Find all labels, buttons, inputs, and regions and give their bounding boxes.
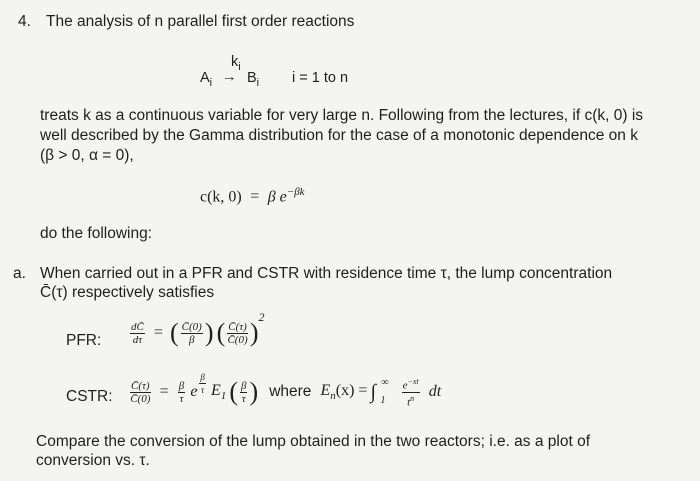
intro-line-3: (β > 0, α = 0),: [40, 147, 134, 164]
cstr-coefficient: $\frac{\beta}{\tau}$: [178, 379, 185, 405]
part-a-line-1: When carried out in a PFR and CSTR with residence time τ, the lump concentration: [40, 265, 613, 282]
pfr-factor-2: $\frac{C̄(\tau)}{C̄(0)}$: [227, 320, 248, 346]
reactant: $A_i$: [200, 70, 213, 89]
compare-line-2: conversion vs. τ.: [36, 452, 150, 469]
reaction-scheme: [200, 54, 400, 94]
cstr-label: CSTR:: [66, 388, 113, 405]
arrow-icon: →: [222, 69, 237, 85]
problem-title: The analysis of n parallel first order reactions: [46, 13, 355, 30]
part-a-letter: a.: [13, 265, 26, 282]
pfr-power: 2: [258, 310, 265, 325]
integral-dt: dt: [428, 383, 442, 401]
problem-number: 4.: [18, 13, 31, 30]
part-a-line-2: C̄(τ) respectively satisfies: [40, 284, 215, 301]
product: $B_i$: [247, 70, 260, 89]
pfr-factor-1: $\frac{C̄(0)}{\beta}$: [181, 320, 202, 346]
cstr-e1-argument: $\frac{\beta}{\tau}$: [240, 379, 247, 405]
pfr-derivative: $\frac{dC̄}{d\tau}$: [131, 320, 144, 346]
pfr-label: PFR:: [66, 332, 102, 349]
cstr-equation: $\frac{C̄(\tau)}{C̄(0)}$ = $\frac{\beta}{\tau}$ e $\frac{\beta}{\tau}$ $E_1$ ( $\frac{\beta}{\tau}$ ) where $E_n(x)$ = ∫ ∞ 1 $\frac{e^{-xt}}{t^n}$ dt: [130, 371, 442, 409]
initial-distribution-equation: c(k, 0) = β $e^{-\beta k}$: [200, 186, 305, 206]
do-following-text: do the following:: [40, 225, 153, 242]
cstr-lhs: $\frac{C̄(\tau)}{C̄(0)}$: [130, 379, 151, 405]
where-text: where: [269, 383, 312, 401]
integral: [370, 376, 397, 406]
en-definition: $E_n(x)$ =: [320, 382, 368, 403]
intro-line-2: well described by the Gamma distribution for the case of a monotonic dependence on k: [40, 127, 638, 144]
integral-upper: ∞: [381, 376, 389, 388]
integrand: $\frac{e^{-xt}}{t^n}$: [402, 377, 419, 409]
intro-line-1: treats k as a continuous variable for very large n. Following from the lectures, if c(k, 0) is: [40, 107, 644, 124]
integral-sign: ∫: [370, 380, 376, 403]
integral-lower: 1: [380, 394, 386, 406]
rate-constant-label: $k_i$: [231, 54, 241, 73]
pfr-equation: $\frac{dC̄}{d\tau}$ = ( $\frac{C̄(0)}{\beta}$ ) ( $\frac{C̄(\tau)}{C̄(0)}$ )$^2$: [131, 310, 265, 347]
cstr-exponential: e $\frac{\beta}{\tau}$: [190, 371, 205, 400]
reaction-range: i = 1 to n: [292, 70, 349, 86]
cstr-e1: $E_1$: [210, 382, 227, 403]
compare-line-1: Compare the conversion of the lump obtained in the two reactors; i.e. as a plot of: [36, 433, 591, 450]
